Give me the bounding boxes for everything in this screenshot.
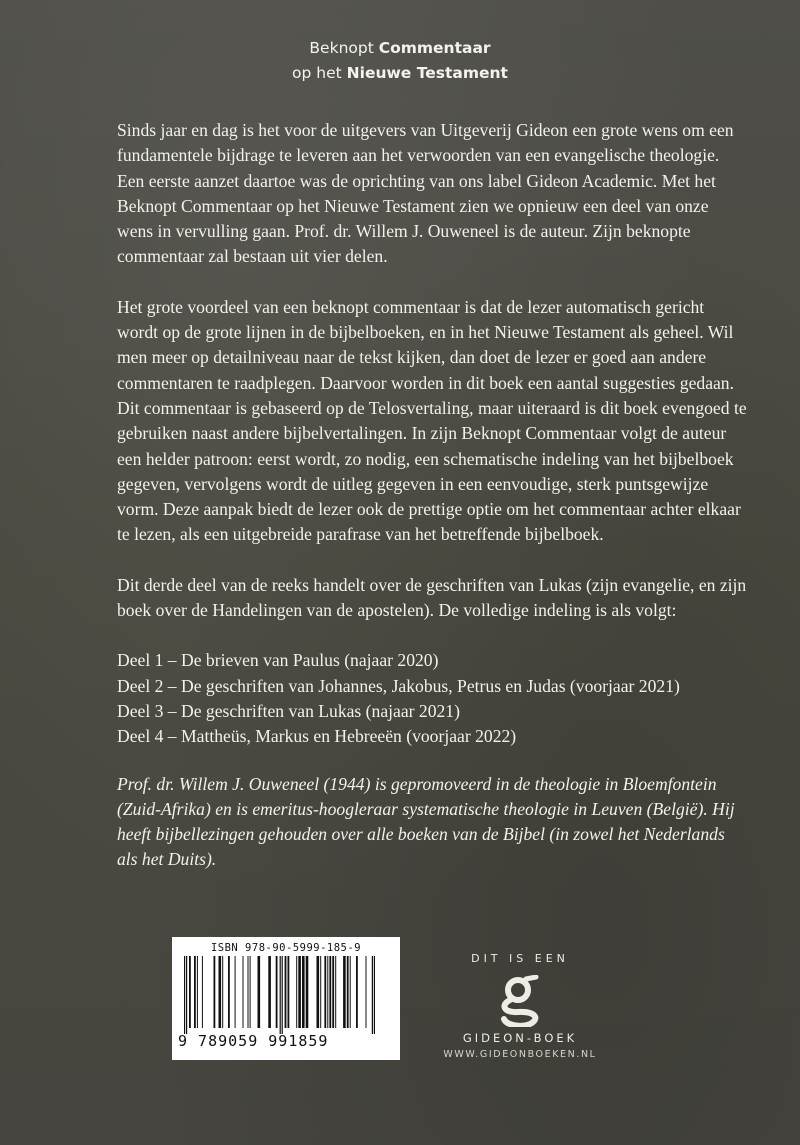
series-title-line-1 (0, 36, 800, 61)
isbn-barcode (172, 937, 400, 1060)
publisher-tagline: DIT IS EEN (471, 952, 569, 965)
volume-item: Deel 4 – Mattheüs, Markus en Hebreeën (voorjaar 2022) (117, 726, 517, 747)
publisher-url: WWW.GIDEONBOEKEN.NL (443, 1049, 597, 1060)
volume-item: Deel 1 – De brieven van Paulus (najaar 2020) (117, 650, 439, 671)
author-bio: Prof. dr. Willem J. Ouweneel (1944) is gepromoveerd in de theologie in Bloemfontein (Zuid-Afrika) en is emeritus-hoogleraar systematische theologie in Leuven (België). Hij heeft bijbellezingen gehouden over alle boeken van de Bijbel (in zowel het Nederlands als het Duits). (117, 773, 735, 870)
isbn-label: ISBN 978-90-5999-185-9 (210, 942, 362, 954)
series-title-bold-word: Nieuwe Testament (346, 64, 508, 82)
blurb-text (117, 118, 747, 898)
publisher-brand: GIDEON-BOEK (462, 1031, 578, 1045)
intro-paragraph: Sinds jaar en dag is het voor de uitgevers van Uitgeverij Gideon een grote wens om een fundamentele bijdrage te leveren aan het verwoorden van een evangelische theologie. Een eerste aanzet daartoe was de oprichting van ons label Gideon Academic. Met het Beknopt Commentaar op het Nieuwe Testament zien we opnieuw een deel van onze wens in vervulling gaan. Prof. dr. Willem J. Ouweneel is de auteur. Zijn beknopte commentaar zal bestaan uit vier delen. (117, 120, 734, 267)
barcode-bars (178, 956, 394, 1034)
publisher-logo (420, 952, 620, 1060)
volume-list (117, 648, 747, 749)
volume-item: Deel 2 – De geschriften van Johannes, Jakobus, Petrus en Judas (voorjaar 2021) (117, 675, 680, 696)
series-title-bold-word: Commentaar (378, 39, 491, 57)
barcode-digits: 9 789059 991859 (178, 1032, 329, 1050)
series-title-word: op het (292, 64, 347, 82)
series-title-word: Beknopt (309, 39, 379, 57)
volume-item: Deel 3 – De geschriften van Lukas (najaar 2021) (117, 700, 460, 721)
series-title (0, 36, 800, 86)
series-title-line-2 (0, 61, 800, 86)
advantage-paragraph: Het grote voordeel van een beknopt commentaar is dat de lezer automatisch gericht wordt op de grote lijnen in de bijbelboeken, en in het Nieuwe Testament als geheel. Wil men meer op detailniveau naar de tekst kijken, dan doet de lezer er goed aan andere commentaren te raadplegen. Daarvoor worden in dit boek een aantal suggesties gedaan. Dit commentaar is gebaseerd op de Telosvertaling, maar uiteraard is dit boek evengoed te gebruiken naast andere bijbelvertalingen. In zijn Beknopt Commentaar volgt de auteur een helder patroon: eerst wordt, zo nodig, een schematische indeling van het bijbelboek gegeven, vervolgens wordt de uitleg gegeven in een eenvoudige, sterk puntsgewijze vorm. Deze aanpak biedt de lezer ook de prettige optie om het commentaar achter elkaar te lezen, als een uitgebreide parafrase van het betreffende bijbelboek. (117, 296, 747, 545)
volume-intro-paragraph: Dit derde deel van de reeks handelt over de geschriften van Lukas (zijn evangelie, en zijn boek over de Handelingen van de apostelen). De volledige indeling is als volgt: (117, 574, 747, 621)
gideon-g-logo-icon (496, 975, 544, 1027)
